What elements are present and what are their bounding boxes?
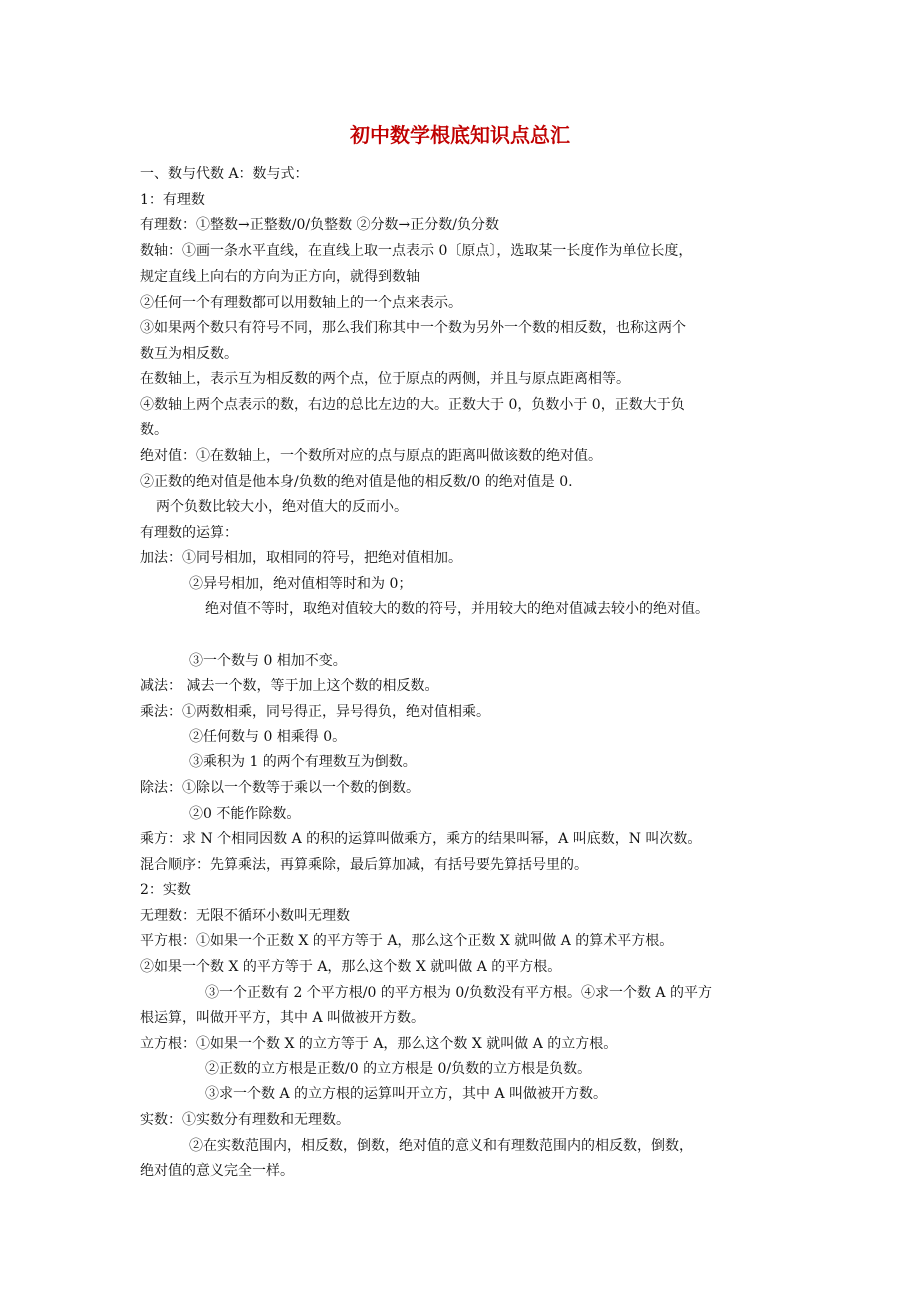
text-line: ②任何一个有理数都可以用数轴上的一个点来表示。 [140, 295, 462, 311]
text-line: ③一个数与 0 相加不变。 [189, 653, 347, 669]
text-line: ②正数的立方根是正数/0 的立方根是 0/负数的立方根是负数。 [205, 1061, 592, 1077]
text-line: 加法：①同号相加，取相同的符号，把绝对值相加。 [140, 550, 462, 566]
text-line: 除法：①除以一个数等于乘以一个数的倒数。 [140, 780, 420, 796]
text-line: 混合顺序：先算乘法，再算乘除，最后算加减，有括号要先算括号里的。 [140, 857, 588, 873]
text-line: ③求一个数 A 的立方根的运算叫开立方，其中 A 叫做被开方数。 [205, 1086, 608, 1102]
text-line: 无理数：无限不循环小数叫无理数 [140, 908, 350, 924]
text-line: 规定直线上向右的方向为正方向，就得到数轴 [140, 269, 420, 285]
text-line: ④数轴上两个点表示的数，右边的总比左边的大。正数大于 0，负数小于 0，正数大于负 [140, 397, 685, 413]
text-line: ②如果一个数 X 的平方等于 A，那么这个数 X 就叫做 A 的平方根。 [140, 959, 562, 975]
text-line: 乘法：①两数相乘，同号得正，异号得负，绝对值相乘。 [140, 704, 490, 720]
text-line: ②正数的绝对值是他本身/负数的绝对值是他的相反数/0 的绝对值是 0. [140, 474, 573, 490]
text-line: 根运算，叫做开平方，其中 A 叫做被开方数。 [140, 1010, 426, 1026]
text-line: 实数：①实数分有理数和无理数。 [140, 1112, 350, 1128]
page-title: 初中数学根底知识点总汇 [350, 123, 570, 147]
text-line: 数互为相反数。 [140, 346, 238, 362]
text-line: 两个负数比较大小，绝对值大的反而小。 [156, 499, 408, 515]
section-heading: 一、数与代数 A：数与式： [140, 166, 309, 182]
text-line: 有理数：①整数→正整数/0/负整数 ②分数→正分数/负分数 [140, 217, 499, 233]
text-line: 绝对值：①在数轴上，一个数所对应的点与原点的距离叫做该数的绝对值。 [140, 448, 602, 464]
text-line: ③如果两个数只有符号不同，那么我们称其中一个数为另外一个数的相反数，也称这两个 [140, 320, 686, 336]
text-line: 平方根：①如果一个正数 X 的平方等于 A，那么这个正数 X 就叫做 A 的算术平方根。 [140, 933, 674, 949]
text-line: ②异号相加，绝对值相等时和为 0； [189, 576, 413, 592]
text-line: ③乘积为 1 的两个有理数互为倒数。 [189, 754, 417, 770]
text-line: 有理数的运算： [140, 525, 238, 541]
subsection-heading: 1：有理数 [140, 192, 205, 208]
text-line: ②任何数与 0 相乘得 0。 [189, 729, 347, 745]
text-line: 在数轴上，表示互为相反数的两个点，位于原点的两侧，并且与原点距离相等。 [140, 371, 630, 387]
text-line: 减法： 减去一个数，等于加上这个数的相反数。 [140, 678, 439, 694]
text-line: ③一个正数有 2 个平方根/0 的平方根为 0/负数没有平方根。④求一个数 A 的平方 [205, 985, 712, 1001]
text-line: 数。 [140, 422, 168, 438]
text-line: 绝对值不等时，取绝对值较大的数的符号，并用较大的绝对值减去较小的绝对值。 [205, 601, 709, 617]
text-line: 立方根：①如果一个数 X 的立方等于 A，那么这个数 X 就叫做 A 的立方根。 [140, 1036, 618, 1052]
text-line: ②0 不能作除数。 [189, 806, 301, 822]
text-line: 绝对值的意义完全一样。 [140, 1163, 294, 1179]
text-line: 数轴：①画一条水平直线，在直线上取一点表示 0〔原点〕，选取某一长度作为单位长度， [140, 243, 693, 259]
text-line: 乘方：求 N 个相同因数 A 的积的运算叫做乘方，乘方的结果叫幂，A 叫底数，N 叫次数。 [140, 831, 702, 847]
subsection-heading: 2：实数 [140, 882, 191, 898]
text-line: ②在实数范围内，相反数，倒数，绝对值的意义和有理数范围内的相反数，倒数， [189, 1138, 693, 1154]
